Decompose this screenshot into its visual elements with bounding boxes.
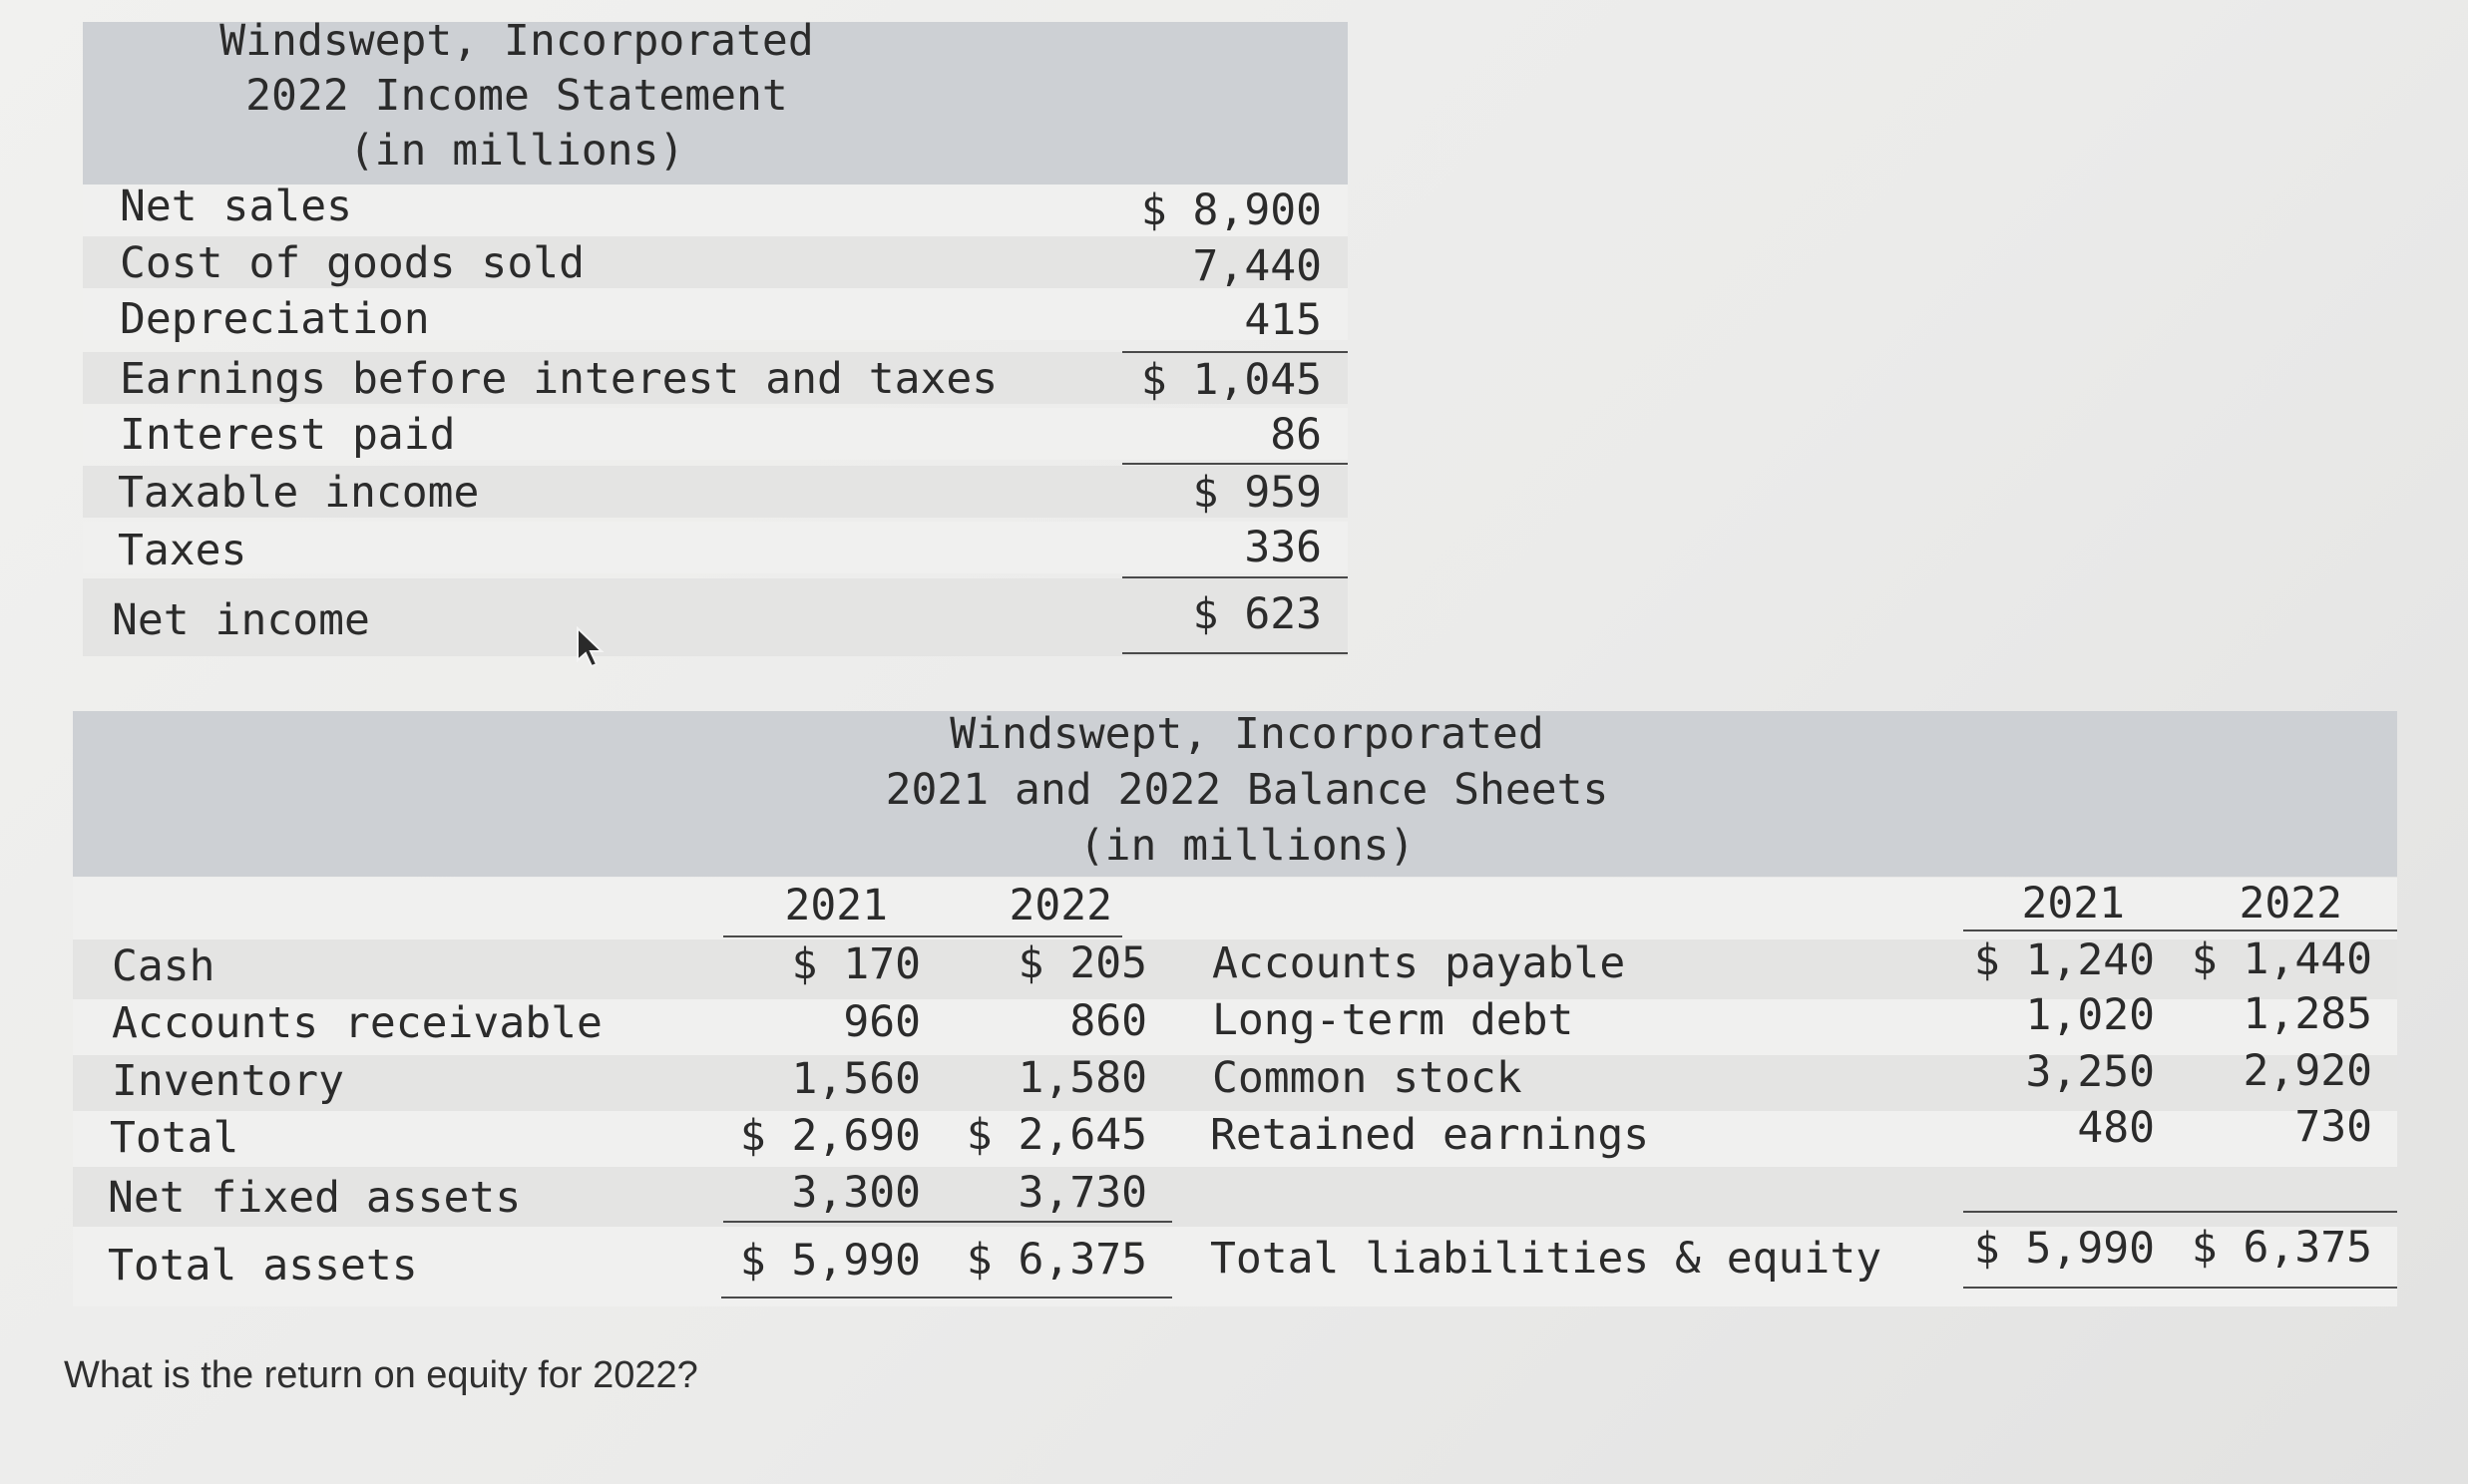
asset-value-2022: $ 2,645 <box>966 1110 1147 1160</box>
is-label-taxes: Taxes <box>118 526 247 575</box>
is-label-cogs: Cost of goods sold <box>120 238 585 288</box>
subtotal-rule <box>1963 1211 2397 1213</box>
bs-label-common-stock: Common stock <box>1212 1053 1522 1103</box>
header-rule <box>1963 929 2397 931</box>
bs-label-current-total: Total <box>110 1113 239 1163</box>
asset-value-2021: 3,300 <box>791 1168 921 1218</box>
income-statement-company: Windswept, Incorporated <box>219 16 814 66</box>
liability-value-2021: $ 1,240 <box>1973 935 2155 985</box>
liability-value-2021: 480 <box>2077 1103 2155 1153</box>
bs-label-total-liabilities-equity: Total liabilities & equity <box>1210 1234 1882 1284</box>
balance-sheet-name: 2021 and 2022 Balance Sheets <box>885 765 1609 815</box>
question-text: What is the return on equity for 2022? <box>64 1354 698 1396</box>
bs-label-accounts-payable: Accounts payable <box>1212 938 1626 988</box>
liability-value-2022: $ 6,375 <box>2191 1223 2372 1273</box>
is-label-interest: Interest paid <box>120 410 456 460</box>
liability-value-2022: 730 <box>2294 1102 2372 1152</box>
assets-header-2021: 2021 <box>784 881 888 930</box>
subtotal-rule <box>723 1221 1172 1223</box>
total-rule <box>1122 652 1348 654</box>
asset-value-2021: $ 5,990 <box>739 1236 921 1286</box>
liabilities-header-2021: 2021 <box>2021 879 2125 928</box>
bs-label-total-assets: Total assets <box>108 1241 418 1291</box>
income-statement-name: 2022 Income Statement <box>245 71 788 121</box>
asset-value-2022: 860 <box>1069 996 1147 1046</box>
liabilities-header-2022: 2022 <box>2239 879 2342 928</box>
bs-label-net-fixed-assets: Net fixed assets <box>108 1173 522 1223</box>
is-label-ebit: Earnings before interest and taxes <box>120 354 999 404</box>
liability-value-2022: $ 1,440 <box>2191 934 2372 984</box>
income-statement-units: (in millions) <box>348 126 685 176</box>
subtotal-rule <box>1122 576 1348 578</box>
bs-label-long-term-debt: Long-term debt <box>1212 995 1574 1045</box>
is-label-net-sales: Net sales <box>120 182 352 231</box>
asset-value-2022: $ 6,375 <box>966 1235 1147 1285</box>
is-label-taxable-income: Taxable income <box>118 468 480 518</box>
total-rule <box>1963 1287 2397 1289</box>
liability-value-2021: 3,250 <box>2025 1047 2155 1097</box>
is-value-taxable-income: $ 959 <box>1192 468 1322 518</box>
is-value-interest: 86 <box>1270 410 1322 460</box>
is-label-net-income: Net income <box>112 595 370 645</box>
balance-sheet-company: Windswept, Incorporated <box>950 709 1544 759</box>
bs-label-accounts-receivable: Accounts receivable <box>112 998 603 1048</box>
asset-value-2021: 1,560 <box>791 1054 921 1104</box>
liability-value-2022: 1,285 <box>2243 989 2372 1039</box>
bs-label-retained-earnings: Retained earnings <box>1210 1110 1650 1160</box>
bs-label-inventory: Inventory <box>112 1056 344 1106</box>
balance-sheet-title <box>698 706 1796 874</box>
is-value-cogs: 7,440 <box>1192 241 1322 291</box>
mouse-cursor-icon <box>574 626 614 674</box>
asset-value-2021: 960 <box>843 997 921 1047</box>
subtotal-rule <box>1122 463 1348 465</box>
asset-value-2022: $ 205 <box>1018 938 1147 988</box>
subtotal-rule <box>1122 351 1348 353</box>
liability-value-2022: 2,920 <box>2243 1046 2372 1096</box>
balance-sheet-units: (in millions) <box>1078 821 1416 871</box>
is-value-net-income: $ 623 <box>1192 589 1322 639</box>
asset-value-2022: 3,730 <box>1018 1168 1147 1218</box>
is-value-net-sales: $ 8,900 <box>1140 186 1322 235</box>
liability-value-2021: $ 5,990 <box>1973 1224 2155 1274</box>
total-rule <box>721 1297 1172 1298</box>
asset-value-2021: $ 2,690 <box>739 1111 921 1161</box>
asset-value-2021: $ 170 <box>791 939 921 989</box>
assets-header-2022: 2022 <box>1009 881 1112 930</box>
asset-value-2022: 1,580 <box>1018 1053 1147 1103</box>
bs-label-cash: Cash <box>112 941 215 991</box>
is-value-depreciation: 415 <box>1244 295 1322 345</box>
is-value-ebit: $ 1,045 <box>1140 355 1322 405</box>
liability-value-2021: 1,020 <box>2025 990 2155 1040</box>
is-label-depreciation: Depreciation <box>120 294 430 344</box>
is-value-taxes: 336 <box>1244 523 1322 572</box>
